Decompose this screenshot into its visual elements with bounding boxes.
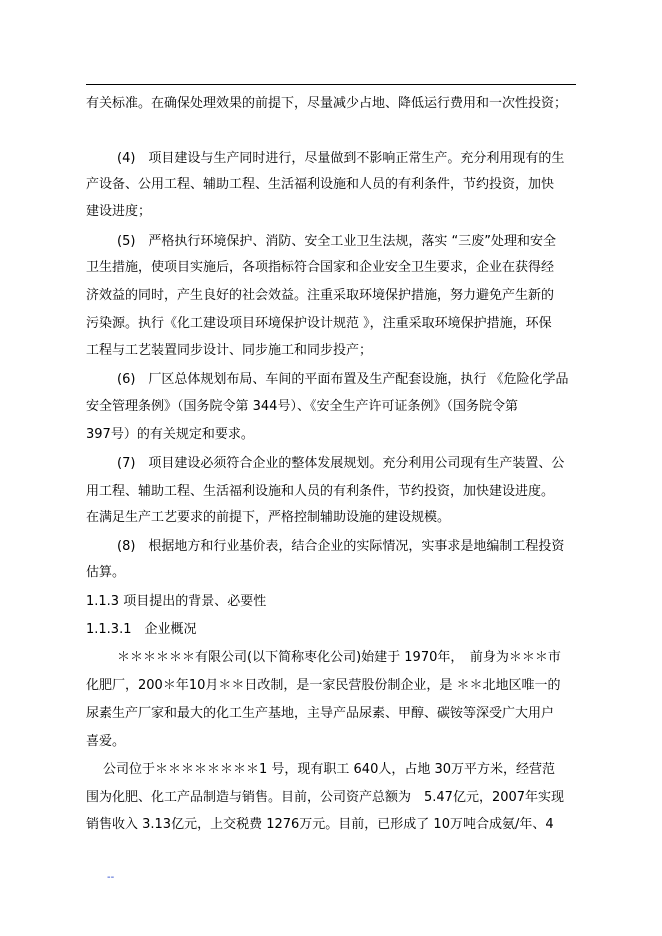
text-line: 污染源。执行《化工建设项目环境保护设计规范 》，注重采取环境保护措施，环保 — [86, 316, 552, 331]
text-line: 公司位于＊＊＊＊＊＊＊＊1 号，现有职工 640人，占地 30万平方米，经营范 — [103, 762, 556, 777]
section-heading: 1.1.3 项目提出的背景、必要性 — [86, 594, 267, 609]
text-line: ＊＊＊＊＊＊有限公司(以下简称枣化公司)始建于 1970年， 前身为＊＊＊市 — [117, 650, 561, 665]
text-line: 397号）的有关规定和要求。 — [86, 427, 254, 442]
text-line: 围为化肥、化工产品制造与销售。目前，公司资产总额为 5.47亿元，2007年实现 — [86, 790, 565, 805]
text-line: (7) 项目建设必须符合企业的整体发展规划。充分利用公司现有生产装置、公 — [117, 456, 565, 471]
text-line: 建设进度； — [86, 204, 152, 219]
text-line: 用工程、辅助工程、生活福利设施和人员的有利条件，节约投资，加快建设进度。 — [86, 484, 555, 499]
text-line: (4) 项目建设与生产同时进行，尽量做到不影响正常生产。充分利用现有的生 — [117, 151, 565, 166]
text-line: 济效益的同时，产生良好的社会效益。注重采取环境保护措施，努力避免产生新的 — [86, 288, 555, 303]
text-line: (6) 厂区总体规划布局、车间的平面布置及生产配套设施，执行 《危险化学品 — [117, 372, 569, 387]
text-line: (5) 严格执行环境保护、消防、安全工业卫生法规，落实 “三废”处理和安全 — [117, 234, 557, 249]
text-line: 化肥厂，200＊年10月＊＊日改制，是一家民营股份制企业，是 ＊＊北地区唯一的 — [86, 678, 561, 693]
header-rule — [86, 84, 576, 85]
text-line: 销售收入 3.13亿元，上交税费 1276万元。目前，已形成了 10万吨合成氨/年、4 — [86, 817, 554, 832]
text-line: 产设备、公用工程、辅助工程、生活福利设施和人员的有利条件，节约投资，加快 — [86, 177, 555, 192]
text-line: 有关标准。在确保处理效果的前提下，尽量减少占地、降低运行费用和一次性投资； — [86, 96, 568, 111]
page-footer: -- — [107, 872, 115, 883]
text-line: 估算。 — [86, 565, 126, 580]
text-line: 安全管理条例》（国务院令第 344号）、《安全生产许可证条例》（国务院令第 — [86, 399, 518, 414]
text-line: 尿素生产厂家和最大的化工生产基地，主导产品尿素、甲醇、碳铵等深受广大用户 — [86, 706, 555, 721]
text-line: 在满足生产工艺要求的前提下，严格控制辅助设施的建设规模。 — [86, 510, 451, 525]
text-line: 工程与工艺装置同步设计、同步施工和同步投产； — [86, 343, 373, 358]
text-line: (8) 根据地方和行业基价表，结合企业的实际情况，实事求是地编制工程投资 — [117, 539, 565, 554]
subsection-heading: 1.1.3.1 企业概况 — [86, 622, 197, 637]
text-line: 卫生措施，使项目实施后，各项指标符合国家和企业安全卫生要求，企业在获得经 — [86, 260, 555, 275]
text-line: 喜爱。 — [86, 734, 126, 749]
